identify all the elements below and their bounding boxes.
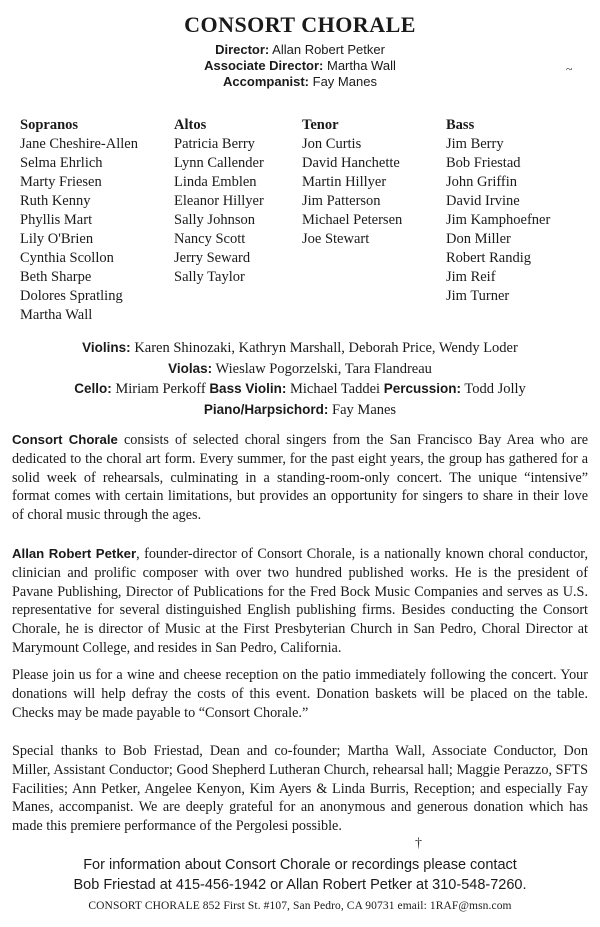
violas-names: Wieslaw Pogorzelski, Tara Flandreau	[215, 360, 432, 377]
reception-paragraph: Please join us for a wine and cheese reception on the patio immediately following the concert. Your donations will help defray the costs of this event. Donation baskets will be placed on the table. Checks may be made payable to “Consort Chorale.”	[12, 667, 588, 721]
member-list	[302, 135, 402, 249]
member-name: Jon Curtis	[302, 136, 362, 152]
member-name: Jim Turner	[446, 288, 510, 304]
member-name: Marty Friesen	[20, 174, 102, 190]
bio-lead: Allan Robert Petker	[12, 546, 137, 561]
member-name: Linda Emblen	[174, 174, 257, 190]
member-name: Jane Cheshire-Allen	[20, 136, 138, 152]
member-name: Jim Kamphoefner	[446, 212, 551, 228]
accompanist-name: Fay Manes	[312, 74, 377, 89]
accompanist-line	[0, 74, 600, 90]
member-name: Sally Johnson	[174, 212, 255, 228]
violins-label: Violins:	[82, 340, 131, 355]
about-lead: Consort Chorale	[12, 432, 118, 447]
piano-name: Fay Manes	[332, 401, 397, 418]
bass-violin-label: Bass Violin:	[209, 381, 287, 396]
member-name: Jim Reif	[446, 269, 496, 285]
member-name: Jim Berry	[446, 136, 504, 152]
member-list	[174, 135, 264, 287]
section-title: Altos	[174, 117, 207, 133]
percussion-name: Todd Jolly	[464, 381, 526, 397]
member-name: Jim Patterson	[302, 193, 381, 209]
about-paragraph	[12, 431, 588, 525]
stray-mark: ~	[566, 62, 573, 76]
member-name: Lynn Callender	[174, 155, 264, 171]
violins-line	[0, 338, 600, 359]
section-title: Bass	[446, 117, 475, 133]
member-name: Bob Friestad	[446, 155, 521, 171]
choir-roster	[20, 116, 590, 323]
altos-column	[174, 116, 264, 287]
member-name: David Hanchette	[302, 155, 400, 171]
contact-line-2: Bob Friestad at 415-456-1942 or Allan Robert Petker at 310-548-7260.	[73, 877, 527, 893]
piano-label: Piano/Harpsichord:	[203, 401, 329, 417]
violas-line	[0, 359, 600, 380]
bass-violin-name: Michael Taddei	[289, 381, 381, 397]
member-name: Martha Wall	[20, 307, 93, 323]
associate-director-line	[0, 58, 600, 74]
director-name: Allan Robert Petker	[272, 42, 385, 57]
contact-line-1: For information about Consort Chorale or recordings please contact	[83, 857, 517, 873]
instrumentalists	[0, 338, 600, 420]
member-name: Joe Stewart	[302, 231, 370, 247]
member-name: Lily O'Brien	[20, 231, 94, 247]
low-strings-line	[0, 379, 600, 400]
accompanist-label: Accompanist:	[223, 74, 310, 89]
member-name: Phyllis Mart	[20, 212, 93, 228]
section-title: Tenor	[302, 117, 339, 133]
bio-paragraph	[12, 545, 588, 658]
member-name: Patricia Berry	[174, 136, 255, 152]
bass-column	[446, 116, 550, 306]
violins-names: Karen Shinozaki, Kathryn Marshall, Deborah Price, Wendy Loder	[134, 340, 518, 356]
member-name: Robert Randig	[446, 250, 531, 266]
member-name: Jerry Seward	[174, 250, 251, 266]
cello-name: Miriam Perkoff	[115, 381, 206, 397]
member-name: Beth Sharpe	[20, 269, 92, 285]
violas-label: Violas:	[168, 360, 213, 376]
sopranos-column	[20, 116, 138, 325]
member-name: David Irvine	[446, 193, 520, 209]
director-line	[0, 42, 600, 58]
member-name: John Griffin	[446, 174, 518, 190]
address-line: CONSORT CHORALE 852 First St. #107, San Pedro, CA 90731 email: 1RAF@msn.com	[88, 900, 512, 912]
member-name: Don Miller	[446, 231, 511, 247]
associate-director-label: Associate Director:	[204, 58, 324, 73]
member-name: Ruth Kenny	[20, 193, 91, 209]
member-name: Michael Petersen	[302, 212, 403, 228]
member-name: Dolores Spratling	[20, 288, 123, 304]
page-title: CONSORT CHORALE	[184, 12, 416, 37]
associate-director-name: Martha Wall	[326, 58, 396, 73]
member-list	[446, 135, 550, 306]
about-text: consists of selected choral singers from the San Francisco Bay Area who are dedicated to the choral art form. Every summer, for the past eight years, the group has gathered for a solid week of rehearsals, culminating in a standing-room-only concert. The unique “intensive” format comes with certain limitations, but provides an opportunity for singers to share in their love of choral music through the ages.	[12, 432, 588, 524]
bio-text: , founder-director of Consort Chorale, is a nationally known choral conductor, clinician and prolific composer with over two hundred published works. He is the president of Pavane Publishing, Director of Publications for the Fred Bock Music Companies and serves as U.S. representative for several distinguished English publishing firms. Besides conducting the Consort Chorale, he is director of Music at the First Presbyterian Church in San Pedro, Choral Director at Marymount College, and resides in San Pedro, California.	[12, 546, 588, 656]
section-title: Sopranos	[20, 117, 79, 133]
member-name: Martin Hillyer	[302, 174, 387, 190]
member-name: Eleanor Hillyer	[174, 193, 264, 209]
thanks-paragraph: Special thanks to Bob Friestad, Dean and co-founder; Martha Wall, Associate Conductor, Don Miller, Assistant Conductor; Good Shepherd Lutheran Church, rehearsal hall; Maggie Perazzo, SFTS Facilities; Ann Petker, Angelee Kenyon, Kim Ayers & Linda Burris, Reception; and especially Fay Manes, accompanist. We are deeply grateful for an anonymous and generous donation which has made this premiere performance of the Pergolesi possible.	[12, 743, 588, 835]
cello-label: Cello:	[74, 381, 112, 396]
member-list	[20, 135, 138, 325]
member-name: Selma Ehrlich	[20, 155, 103, 171]
director-label: Director:	[215, 42, 270, 57]
percussion-label: Percussion:	[383, 381, 461, 396]
stray-mark: †	[415, 836, 422, 851]
member-name: Nancy Scott	[174, 231, 246, 247]
member-name: Cynthia Scollon	[20, 250, 114, 266]
member-name: Sally Taylor	[174, 269, 245, 285]
tenor-column	[302, 116, 402, 249]
piano-line	[0, 400, 600, 421]
